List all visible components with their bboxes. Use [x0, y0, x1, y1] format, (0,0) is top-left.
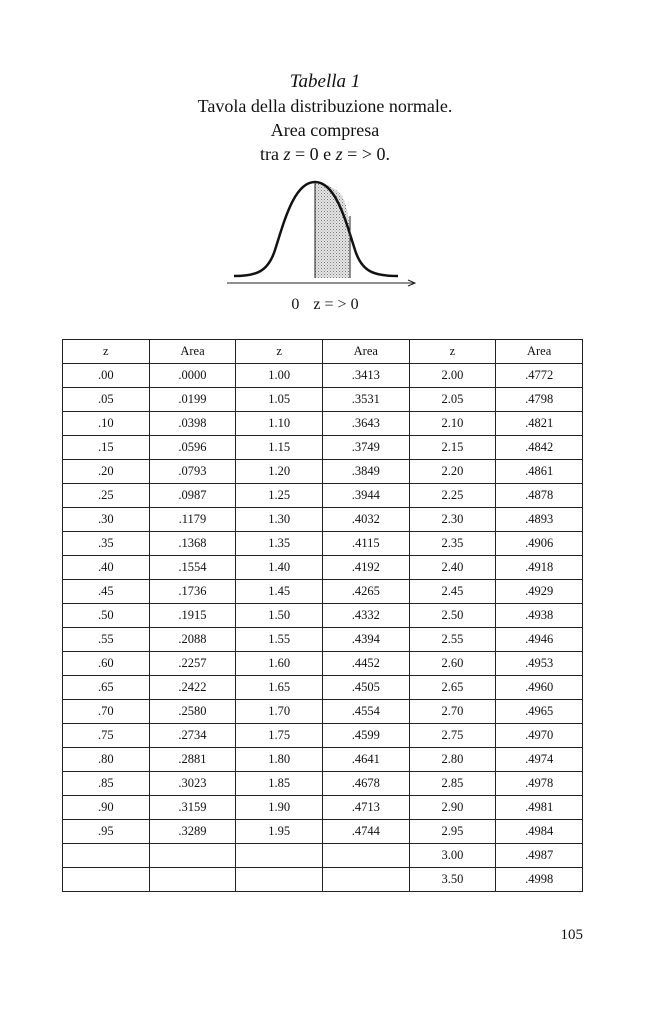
area-cell: .2422 — [149, 676, 236, 700]
area-cell: .4505 — [322, 676, 409, 700]
table-row — [63, 628, 583, 652]
area-cell: .4987 — [496, 844, 583, 868]
z-cell: .90 — [63, 796, 150, 820]
z-cell: .65 — [63, 676, 150, 700]
area-cell: .0987 — [149, 484, 236, 508]
area-cell: .4713 — [322, 796, 409, 820]
table-row — [63, 820, 583, 844]
area-cell: .4554 — [322, 700, 409, 724]
z-cell: 2.35 — [409, 532, 496, 556]
area-cell: .4918 — [496, 556, 583, 580]
z-cell: .40 — [63, 556, 150, 580]
table-row — [63, 532, 583, 556]
area-cell: .4798 — [496, 388, 583, 412]
z-cell: 2.20 — [409, 460, 496, 484]
area-cell: .4929 — [496, 580, 583, 604]
table-row — [63, 580, 583, 604]
z-cell: .20 — [63, 460, 150, 484]
z-cell: 3.00 — [409, 844, 496, 868]
z-cell: 1.95 — [236, 820, 323, 844]
label-zero: 0 — [291, 296, 300, 313]
area-cell: .4984 — [496, 820, 583, 844]
area-cell: .0398 — [149, 412, 236, 436]
table-name: Tabella 1 — [289, 71, 361, 92]
area-cell: .4953 — [496, 652, 583, 676]
z-cell: 2.45 — [409, 580, 496, 604]
shaded-area — [315, 182, 350, 278]
table-row — [63, 436, 583, 460]
z-cell: 1.45 — [236, 580, 323, 604]
area-cell: .2088 — [149, 628, 236, 652]
z-cell: 1.25 — [236, 484, 323, 508]
z-cell: .80 — [63, 748, 150, 772]
area-cell: .4893 — [496, 508, 583, 532]
z-cell: 1.80 — [236, 748, 323, 772]
area-cell: .3289 — [149, 820, 236, 844]
z-cell: 2.10 — [409, 412, 496, 436]
area-cell: .4115 — [322, 532, 409, 556]
z-cell: .45 — [63, 580, 150, 604]
header-z: z — [63, 340, 150, 364]
z-cell: 1.30 — [236, 508, 323, 532]
z-cell: .75 — [63, 724, 150, 748]
z-cell: 1.50 — [236, 604, 323, 628]
z-cell: 1.00 — [236, 364, 323, 388]
z-cell: .15 — [63, 436, 150, 460]
area-cell: .4998 — [496, 868, 583, 892]
header-z: z — [236, 340, 323, 364]
area-cell: .4332 — [322, 604, 409, 628]
z-cell: .00 — [63, 364, 150, 388]
table-subtitle: Area compresa — [270, 120, 380, 140]
z-cell: 2.00 — [409, 364, 496, 388]
area-cell: .4744 — [322, 820, 409, 844]
z-cell: 1.85 — [236, 772, 323, 796]
area-cell: .2734 — [149, 724, 236, 748]
area-cell: .4938 — [496, 604, 583, 628]
z-cell: 1.70 — [236, 700, 323, 724]
z-cell: 2.85 — [409, 772, 496, 796]
z-cell: .05 — [63, 388, 150, 412]
table-row — [63, 868, 583, 892]
area-cell: .4821 — [496, 412, 583, 436]
area-cell: .4960 — [496, 676, 583, 700]
area-cell: .3749 — [322, 436, 409, 460]
z-cell: 2.05 — [409, 388, 496, 412]
z-cell: 1.05 — [236, 388, 323, 412]
area-cell: .1554 — [149, 556, 236, 580]
area-cell: .4599 — [322, 724, 409, 748]
z-cell: 2.30 — [409, 508, 496, 532]
z-cell: 1.10 — [236, 412, 323, 436]
z-cell: .55 — [63, 628, 150, 652]
z-cell: .30 — [63, 508, 150, 532]
area-cell: .0596 — [149, 436, 236, 460]
z-cell: 1.90 — [236, 796, 323, 820]
area-cell — [322, 844, 409, 868]
area-cell: .4906 — [496, 532, 583, 556]
z-cell: .95 — [63, 820, 150, 844]
z-cell — [63, 844, 150, 868]
area-cell: .4452 — [322, 652, 409, 676]
area-cell: .3413 — [322, 364, 409, 388]
z-cell: .60 — [63, 652, 150, 676]
z-cell: 1.60 — [236, 652, 323, 676]
area-cell: .4772 — [496, 364, 583, 388]
area-cell: .4974 — [496, 748, 583, 772]
table-row — [63, 844, 583, 868]
table-row — [63, 412, 583, 436]
area-cell: .3159 — [149, 796, 236, 820]
area-cell: .2580 — [149, 700, 236, 724]
area-cell: .4946 — [496, 628, 583, 652]
area-cell — [322, 868, 409, 892]
z-cell: 2.15 — [409, 436, 496, 460]
z-cell: 1.75 — [236, 724, 323, 748]
header-area: Area — [496, 340, 583, 364]
area-cell: .4981 — [496, 796, 583, 820]
z-cell: 2.25 — [409, 484, 496, 508]
z-cell: 1.15 — [236, 436, 323, 460]
area-cell: .4878 — [496, 484, 583, 508]
table-row — [63, 604, 583, 628]
area-cell: .3944 — [322, 484, 409, 508]
area-cell: .3531 — [322, 388, 409, 412]
table-row — [63, 364, 583, 388]
area-cell: .2881 — [149, 748, 236, 772]
normal-curve-figure — [222, 172, 422, 297]
area-cell: .3023 — [149, 772, 236, 796]
area-cell: .4032 — [322, 508, 409, 532]
area-cell: .4641 — [322, 748, 409, 772]
z-cell: 1.65 — [236, 676, 323, 700]
table-title: Tavola della distribuzione normale. — [197, 96, 453, 116]
area-cell: .0199 — [149, 388, 236, 412]
z-cell: .10 — [63, 412, 150, 436]
z-cell: .85 — [63, 772, 150, 796]
area-cell — [149, 868, 236, 892]
z-cell: 1.20 — [236, 460, 323, 484]
z-cell: 2.60 — [409, 652, 496, 676]
z-cell: 2.65 — [409, 676, 496, 700]
page-number: 105 — [560, 927, 583, 943]
normal-curve-svg — [222, 172, 422, 297]
table-range: tra z = 0 e z = > 0. — [260, 144, 390, 164]
area-cell: .4861 — [496, 460, 583, 484]
area-cell: .1915 — [149, 604, 236, 628]
z-cell: 1.55 — [236, 628, 323, 652]
header-area: Area — [149, 340, 236, 364]
label-z: z = > 0 — [313, 296, 359, 313]
area-cell — [149, 844, 236, 868]
z-cell: 2.70 — [409, 700, 496, 724]
area-cell: .4965 — [496, 700, 583, 724]
z-cell: .50 — [63, 604, 150, 628]
z-cell: 2.50 — [409, 604, 496, 628]
z-area-table — [62, 339, 583, 892]
area-cell: .0000 — [149, 364, 236, 388]
area-cell: .0793 — [149, 460, 236, 484]
z-cell: 3.50 — [409, 868, 496, 892]
table-row — [63, 460, 583, 484]
z-cell: 2.80 — [409, 748, 496, 772]
z-cell: .35 — [63, 532, 150, 556]
area-cell: .1736 — [149, 580, 236, 604]
table-row — [63, 508, 583, 532]
z-cell — [236, 868, 323, 892]
table-row — [63, 556, 583, 580]
table-row — [63, 484, 583, 508]
area-cell: .3849 — [322, 460, 409, 484]
area-cell: .4394 — [322, 628, 409, 652]
table-row — [63, 652, 583, 676]
area-cell: .4842 — [496, 436, 583, 460]
table-row — [63, 724, 583, 748]
table-row — [63, 772, 583, 796]
table-row — [63, 676, 583, 700]
area-cell: .1368 — [149, 532, 236, 556]
z-cell — [236, 844, 323, 868]
header-z: z — [409, 340, 496, 364]
z-cell: 2.55 — [409, 628, 496, 652]
area-cell: .4678 — [322, 772, 409, 796]
area-cell: .4192 — [322, 556, 409, 580]
z-cell: 2.95 — [409, 820, 496, 844]
area-cell: .1179 — [149, 508, 236, 532]
header-area: Area — [322, 340, 409, 364]
title-block — [0, 70, 650, 166]
area-cell: .4978 — [496, 772, 583, 796]
table-row — [63, 796, 583, 820]
z-cell: 2.90 — [409, 796, 496, 820]
axis-labels — [0, 296, 650, 314]
z-cell: 2.75 — [409, 724, 496, 748]
z-cell: 2.40 — [409, 556, 496, 580]
z-cell — [63, 868, 150, 892]
table-row — [63, 748, 583, 772]
area-cell: .2257 — [149, 652, 236, 676]
z-cell: .25 — [63, 484, 150, 508]
z-cell: 1.35 — [236, 532, 323, 556]
table-row — [63, 388, 583, 412]
table-row — [63, 700, 583, 724]
area-cell: .4265 — [322, 580, 409, 604]
area-cell: .4970 — [496, 724, 583, 748]
header-row — [63, 340, 583, 364]
z-cell: .70 — [63, 700, 150, 724]
z-cell: 1.40 — [236, 556, 323, 580]
area-cell: .3643 — [322, 412, 409, 436]
